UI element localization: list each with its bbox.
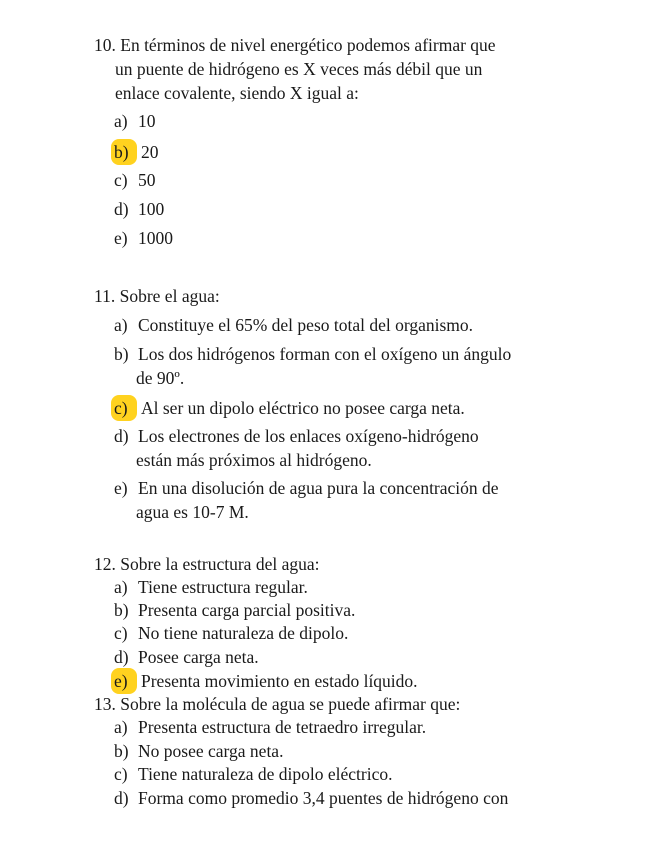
option-12a	[114, 575, 572, 599]
option-text: Posee carga neta.	[138, 647, 259, 667]
option-10a	[114, 109, 572, 133]
option-text: agua es 10-7 M.	[136, 502, 249, 522]
option-text: Los dos hidrógenos forman con el oxígeno un ángulo	[138, 344, 512, 364]
option-text: No tiene naturaleza de dipolo.	[138, 623, 349, 643]
option-label: e)	[114, 228, 128, 248]
option-label: a)	[114, 577, 128, 597]
option-11a	[114, 313, 572, 337]
option-12d	[114, 645, 572, 669]
question-11-stem	[94, 284, 572, 308]
option-label: d)	[114, 647, 129, 667]
option-text: En una disolución de agua pura la concentración de	[138, 478, 499, 498]
option-text: Presenta movimiento en estado líquido.	[141, 671, 418, 691]
option-10c	[114, 168, 572, 192]
option-11b	[114, 342, 572, 390]
option-text: 10	[138, 111, 156, 131]
option-10b	[114, 139, 572, 165]
option-text: Presenta estructura de tetraedro irregular.	[138, 717, 427, 737]
question-12-stem	[94, 552, 572, 576]
option-label: e)	[114, 478, 128, 498]
option-text: Tiene naturaleza de dipolo eléctrico.	[138, 764, 393, 784]
option-label-highlighted: c)	[111, 395, 137, 421]
option-label: b)	[114, 741, 129, 761]
option-label: b)	[114, 344, 129, 364]
option-label-highlighted: b)	[111, 139, 137, 165]
option-11d	[114, 424, 572, 472]
option-13a	[114, 715, 572, 739]
question-text: Sobre la estructura del agua:	[120, 554, 320, 574]
option-text: 100	[138, 199, 165, 219]
question-text: Sobre el agua:	[119, 286, 220, 306]
question-number: 12.	[94, 554, 116, 574]
option-label: c)	[114, 764, 128, 784]
option-text: Constituye el 65% del peso total del organismo.	[138, 315, 474, 335]
option-text: No posee carga neta.	[138, 741, 284, 761]
question-13-stem	[94, 692, 572, 716]
option-text: 50	[138, 170, 156, 190]
option-label: a)	[114, 315, 128, 335]
option-label: d)	[114, 788, 129, 808]
question-number: 10.	[94, 35, 116, 55]
option-13d	[114, 786, 572, 810]
option-label: a)	[114, 717, 128, 737]
option-text: están más próximos al hidrógeno.	[136, 450, 372, 470]
option-text: de 90º.	[136, 368, 185, 388]
question-text: En términos de nivel energético podemos afirmar que	[120, 35, 496, 55]
option-text: 20	[141, 142, 159, 162]
question-text: Sobre la molécula de agua se puede afirmar que:	[120, 694, 461, 714]
option-text: Tiene estructura regular.	[138, 577, 308, 597]
option-label: c)	[114, 170, 128, 190]
question-10-stem	[94, 33, 572, 105]
option-label: a)	[114, 111, 128, 131]
option-label: c)	[114, 623, 128, 643]
option-text: Forma como promedio 3,4 puentes de hidrógeno con	[138, 788, 509, 808]
option-text: Al ser un dipolo eléctrico no posee carga neta.	[141, 398, 465, 418]
option-13b	[114, 739, 572, 763]
option-label: d)	[114, 199, 129, 219]
option-label-highlighted: e)	[111, 668, 137, 694]
option-label: b)	[114, 600, 129, 620]
option-10e	[114, 226, 572, 250]
option-12e	[114, 668, 572, 694]
option-11e	[114, 476, 572, 524]
question-text: un puente de hidrógeno es X veces más débil que un	[115, 59, 483, 79]
option-text: 1000	[138, 228, 173, 248]
question-number: 13.	[94, 694, 116, 714]
option-13c	[114, 762, 572, 786]
option-text: Presenta carga parcial positiva.	[138, 600, 356, 620]
option-text: Los electrones de los enlaces oxígeno-hidrógeno	[138, 426, 479, 446]
option-10d	[114, 197, 572, 221]
option-12c	[114, 621, 572, 645]
option-12b	[114, 598, 572, 622]
option-label: d)	[114, 426, 129, 446]
question-number: 11.	[94, 286, 116, 306]
option-11c	[114, 395, 572, 421]
question-text: enlace covalente, siendo X igual a:	[115, 83, 359, 103]
